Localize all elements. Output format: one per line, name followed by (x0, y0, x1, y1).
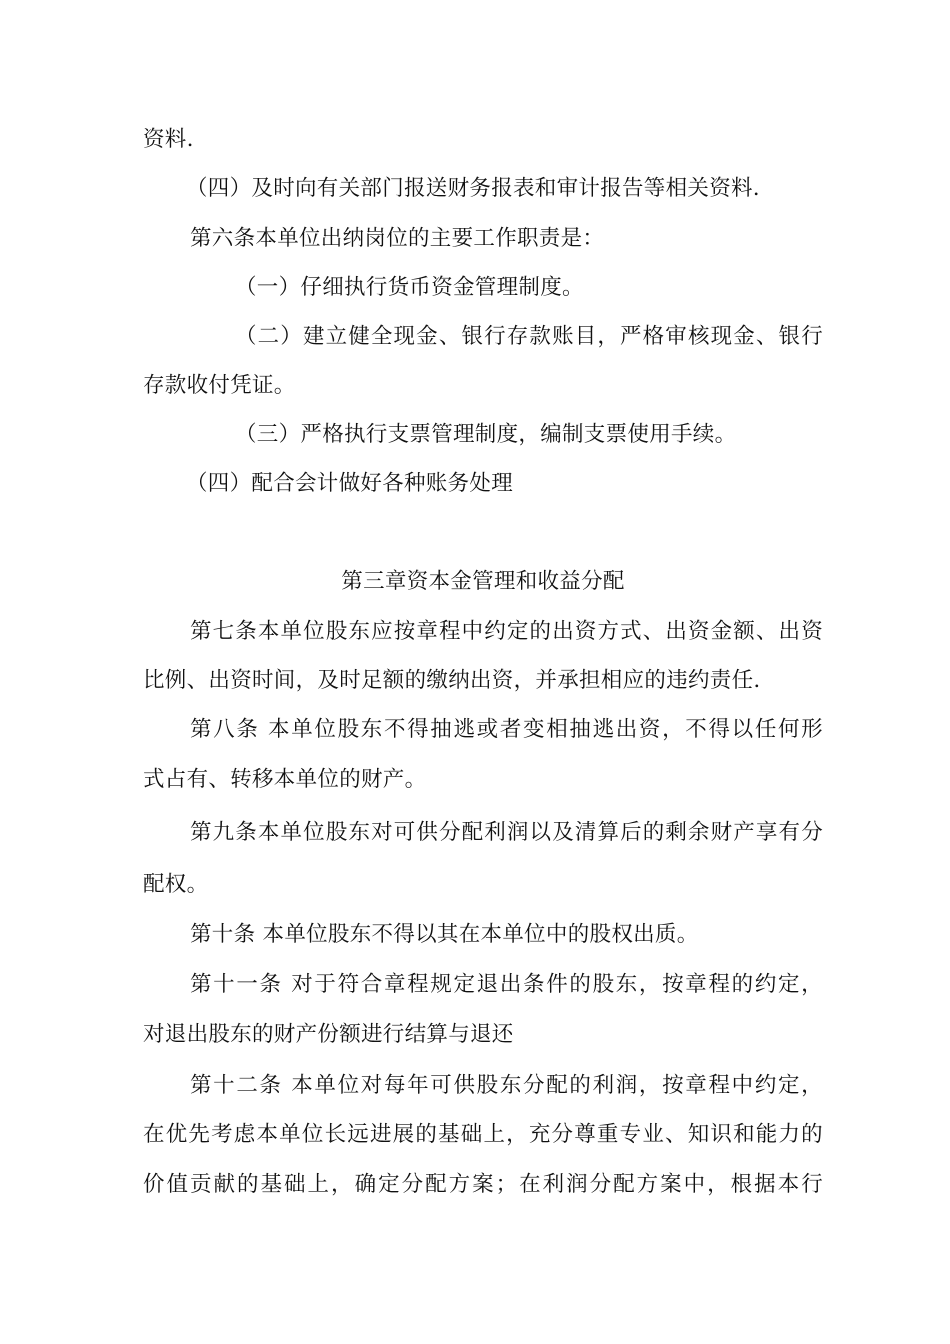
text-line: （三）严格执行支票管理制度，编制支票使用手续。 (235, 422, 737, 447)
text-line: （一）仔细执行货币资金管理制度。 (235, 275, 584, 300)
text-line: 比例、出资时间，及时足额的缴纳出资，并承担相应的违约责任. (143, 668, 761, 693)
text-line: 第八条 本单位股东不得抽逃或者变相抽逃出资，不得以任何形 (190, 717, 823, 742)
text-line: 第十二条 本单位对每年可供股东分配的利润，按章程中约定， (190, 1073, 823, 1098)
text-line: 第十条 本单位股东不得以其在本单位中的股权出质。 (190, 922, 699, 947)
text-line: 对退出股东的财产份额进行结算与退还 (143, 1022, 514, 1047)
text-line: 价值贡献的基础上，确定分配方案；在利润分配方案中，根据本行 (143, 1172, 823, 1197)
text-line: 存款收付凭证。 (143, 373, 296, 398)
text-line: 第七条本单位股东应按章程中约定的出资方式、出资金额、出资 (190, 619, 823, 644)
text-line: 式占有、转移本单位的财产。 (143, 767, 427, 792)
text-line: 第九条本单位股东对可供分配利润以及清算后的剩余财产享有分 (190, 820, 823, 845)
text-line: 在优先考虑本单位长远进展的基础上，充分尊重专业、知识和能力的 (143, 1122, 823, 1147)
text-line: 配权。 (143, 872, 209, 897)
text-line: 第六条本单位出纳岗位的主要工作职责是： (190, 226, 605, 251)
text-line: （四）配合会计做好各种账务处理 (186, 471, 514, 496)
text-line: 资料. (143, 127, 194, 152)
text-line: （二）建立健全现金、银行存款账目，严格审核现金、银行 (235, 324, 823, 349)
text-line: （四）及时向有关部门报送财务报表和审计报告等相关资料. (186, 176, 760, 201)
chapter-heading: 第三章资本金管理和收益分配 (341, 569, 625, 594)
text-line: 第十一条 对于符合章程规定退出条件的股东，按章程的约定， (190, 972, 823, 997)
